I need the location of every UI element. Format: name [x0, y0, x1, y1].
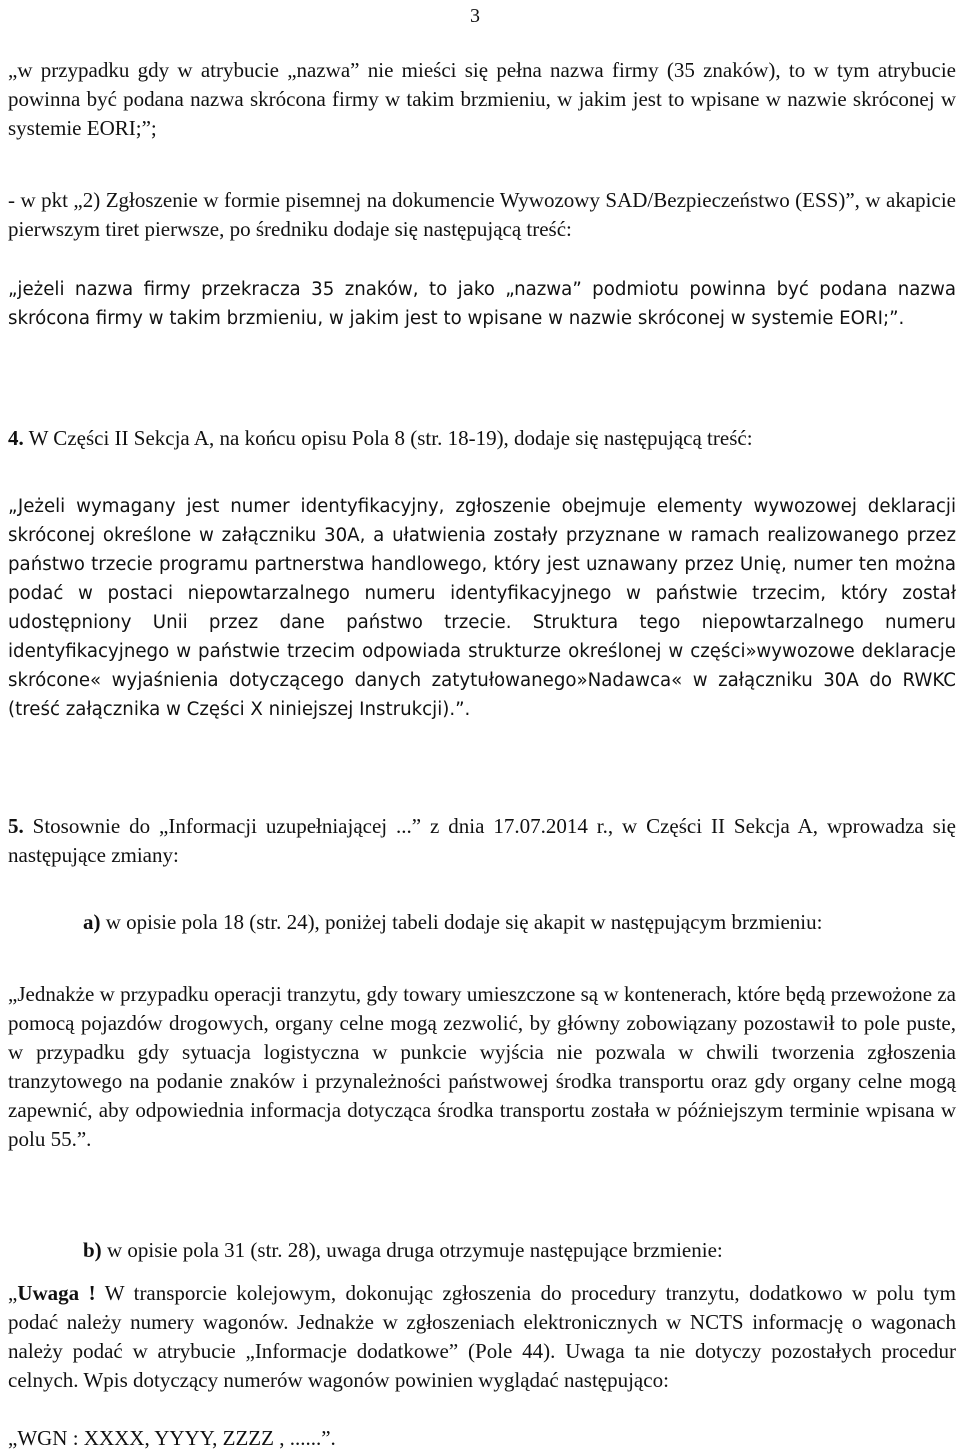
- paragraph-eori-name: „w przypadku gdy w atrybucie „nazwa” nie mieści się pełna nazwa firmy (35 znaków), to w tym atrybucie powinna być podana nazwa skrócona firmy w takim brzmieniu, w jakim jest to wpisane w nazwie skróconej w systemie EORI;”;: [8, 58, 956, 140]
- item-b-text: w opisie pola 31 (str. 28), uwaga druga otrzymuje następujące brzmienie:: [101, 1238, 723, 1262]
- document-page: [8, 0, 956, 1451]
- quote-open-mark: „: [8, 1281, 18, 1305]
- item-b-label: b): [83, 1238, 102, 1262]
- page-number: 3: [470, 5, 480, 27]
- quote-container-transit: „Jednakże w przypadku operacji tranzytu, gdy towary umieszczone są w kontenerach, które będą przewożone za pomocą pojazdów drogowych, organy celne mogą zezwolić, by główny zobowiązany pozostawił to pole puste, w przypadku gdy sytuacja logistyczna w punkcie wyjścia nie pozwala w chwili tworzenia zgłoszenia tranzytowego na podanie znaków i przynależności państwowej środka transportu oraz gdy organy celne mogą zapewnić, aby odpowiednia informacja dotycząca środka transportu została w późniejszym terminie wpisana w polu 55.”.: [8, 982, 956, 1151]
- item-b: [83, 1236, 956, 1265]
- section-4-heading: [8, 424, 956, 453]
- section-4-number: 4.: [8, 426, 24, 450]
- paragraph-pkt-2: - w pkt „2) Zgłoszenie w formie pisemnej na dokumencie Wywozowy SAD/Bezpieczeństwo (ESS)”, w akapicie pierwszym tiret pierwsze, po średniku dodaje się następującą treść:: [8, 188, 956, 241]
- rail-note-text: W transporcie kolejowym, dokonując zgłoszenia do procedury tranzytu, dodatkowo w polu tym podać należy numery wagonów. Jednakże w zgłoszeniach elektronicznych w NCTS informację o wagonach należy podać w atrybucie „Informacje dodatkowe” (Pole 44). Uwaga ta nie dotyczy pozostałych procedur celnych. Wpis dotyczący numerów wagonów powinien wyglądać następująco:: [8, 1281, 956, 1392]
- quote-company-name: „jeżeli nazwa firmy przekracza 35 znaków, to jako „nazwa” podmiotu powinna być podana nazwa skrócona firmy w takim brzmieniu, w jakim jest to wpisane w nazwie skróconej w systemie EORI;”.: [8, 279, 956, 329]
- item-a: [83, 908, 956, 937]
- section-5-text: Stosownie do „Informacji uzupełniającej ...” z dnia 17.07.2014 r., w Części II Sekcja A, wprowadza się następujące zmiany:: [8, 814, 956, 867]
- item-a-label: a): [83, 910, 101, 934]
- wagon-format-line: „WGN : XXXX, YYYY, ZZZZ , ......”.: [8, 1426, 336, 1450]
- section-4-text: W Części II Sekcja A, na końcu opisu Pola 8 (str. 18-19), dodaje się następującą treść:: [23, 426, 753, 450]
- section-5-number: 5.: [8, 814, 24, 838]
- quote-identification-number: „Jeżeli wymagany jest numer identyfikacyjny, zgłoszenie obejmuje elementy wywozowej deklaracji skróconej określone w załączniku 30A, a ułatwienia zostały przyznane w ramach realizowanego przez państwo trzecie programu partnerstwa handlowego, który jest uznawany przez Unię, numer ten można podać w postaci niepowtarzalnego numeru identyfikacyjnego w państwie trzecim, który został udostępniony Unii przez dane państwo trzecie. Struktura tego niepowtarzalnego numeru identyfikacyjnego w państwie trzecim odpowiada strukturze określonej w części»wywozowe deklaracje skrócone« wyjaśnienia dotyczącego danych zatytułowanego»Nadawca« w załączniku 30A do RWKC (treść załącznika w Części X niniejszej Instrukcji).”.: [8, 496, 956, 720]
- quote-rail-note: [8, 1279, 956, 1395]
- section-5-heading: [8, 812, 956, 870]
- item-a-text: w opisie pola 18 (str. 24), poniżej tabeli dodaje się akapit w następującym brzmieniu:: [100, 910, 823, 934]
- uwaga-label: Uwaga !: [17, 1281, 96, 1305]
